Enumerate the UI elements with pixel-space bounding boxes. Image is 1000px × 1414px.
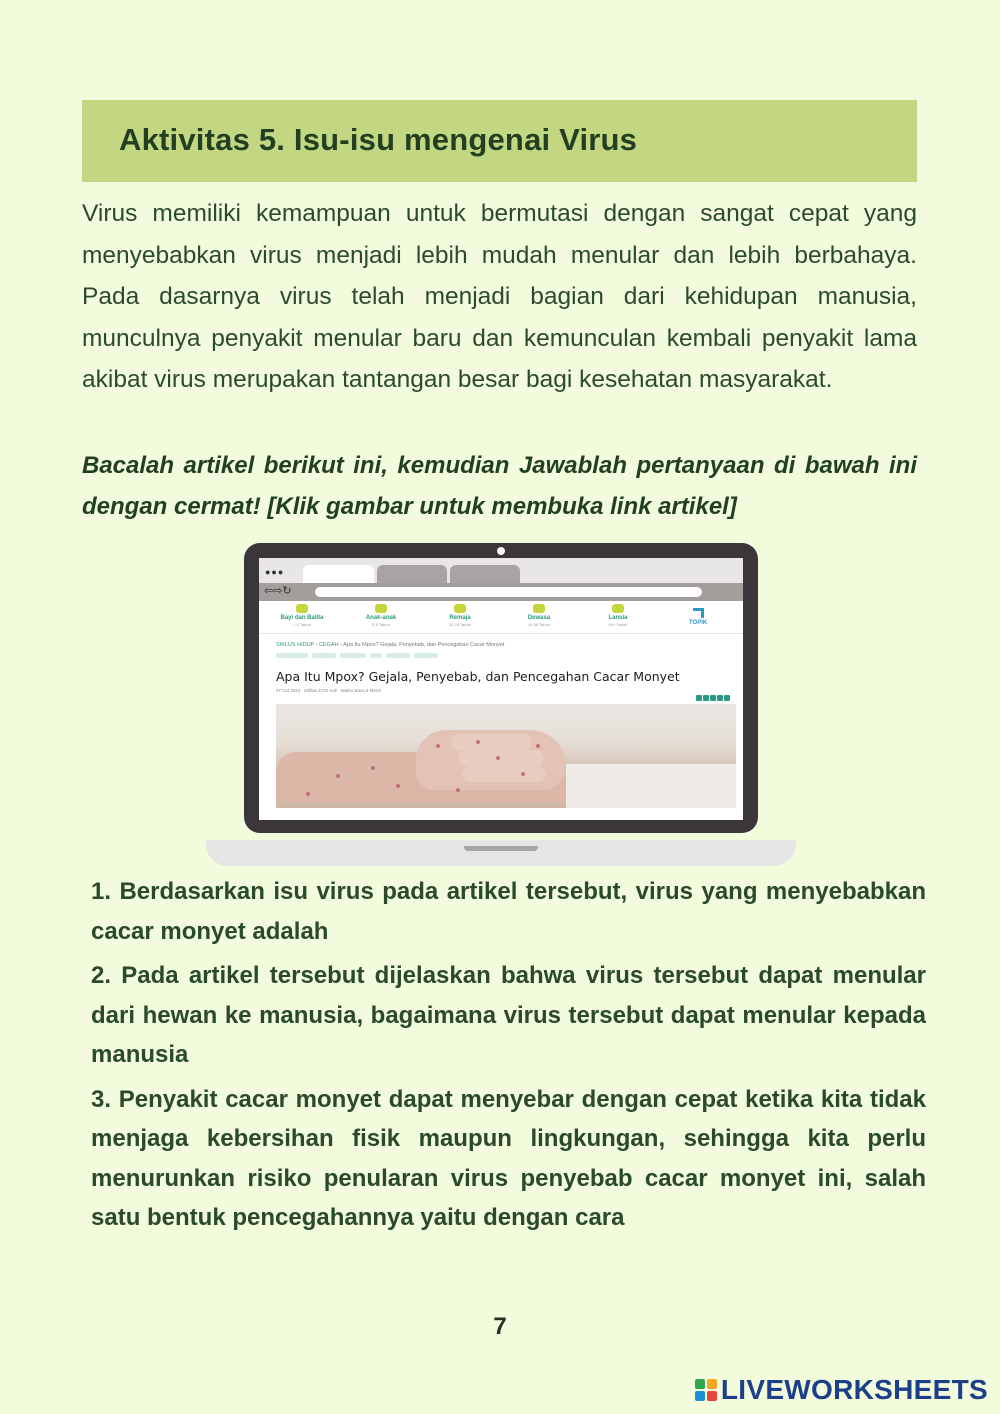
share-icon xyxy=(710,695,716,701)
questions-list xyxy=(91,872,926,1243)
question-1: 1. Berdasarkan isu virus pada artikel tersebut, virus yang menyebabkan cacar monyet adalah xyxy=(91,878,926,945)
intro-paragraph: Virus memiliki kemampuan untuk bermutasi dengan sangat cepat yang menyebabkan virus menjadi lebih mudah menular dan lebih berbahaya. Pada dasarnya virus telah menjadi bagian dari kehidupan manusia, munculnya penyakit menular baru dan kemunculan kembali penyakit lama akibat virus merupakan tantangan besar bagi kesehatan masyarakat. xyxy=(82,200,917,393)
address-bar xyxy=(315,587,702,597)
share-icons xyxy=(696,688,731,694)
rash-spot xyxy=(476,740,480,744)
liveworksheets-logo-icon xyxy=(695,1379,717,1401)
brand-wordmark: LIVEWORKSHEETS xyxy=(720,1374,988,1405)
browser-tabbar xyxy=(259,558,743,583)
tag-chip xyxy=(312,653,336,658)
tag-chip xyxy=(340,653,366,658)
face-icon xyxy=(375,604,387,613)
tag-chip xyxy=(414,653,438,658)
share-icon xyxy=(717,695,723,701)
nav-item-lansia: Lansia 60+ Tahun xyxy=(583,604,653,627)
article-headline: Apa Itu Mpox? Gejala, Penyebab, dan Pencegahan Cacar Monyet xyxy=(276,669,680,684)
rash-spot xyxy=(396,784,400,788)
nav-item-bayi: Bayi dan Balita < 5 Tahun xyxy=(267,604,337,627)
title-band xyxy=(82,100,917,182)
page-number: 7 xyxy=(493,1313,507,1340)
webcam-icon xyxy=(497,547,505,555)
window-dots-icon: ●●● xyxy=(265,567,285,577)
tag-chip xyxy=(386,653,410,658)
question-2: 2. Pada artikel tersebut dijelaskan bahwa virus tersebut dapat menular dari hewan ke manusia, bagaimana virus tersebut dapat menular kepada manusia xyxy=(91,962,926,1068)
rash-spot xyxy=(536,744,540,748)
question-3: 3. Penyakit cacar monyet dapat menyebar dengan cepat ketika kita tidak menjaga kebersihan fisik maupun lingkungan, sehingga kita perlu menurunkan risiko penularan virus penyebab cacar monyet ini, salah satu bentuk pencegahannya yaitu dengan cara xyxy=(91,1085,926,1231)
browser-tab xyxy=(377,565,447,583)
browser-nav-icon: ⇦⇨↻ xyxy=(264,584,292,597)
face-icon xyxy=(533,604,545,613)
site-nav xyxy=(259,601,743,634)
finger-shape xyxy=(451,734,531,750)
sleeve-shape xyxy=(566,764,736,808)
face-icon xyxy=(454,604,466,613)
face-icon xyxy=(612,604,624,613)
rash-spot xyxy=(336,774,340,778)
article-link-image[interactable] xyxy=(259,558,743,820)
rash-spot xyxy=(521,772,525,776)
browser-toolbar xyxy=(259,583,743,601)
nav-item-dewasa: Dewasa 19-59 Tahun xyxy=(504,604,574,627)
share-icon xyxy=(724,695,730,701)
rash-spot xyxy=(456,788,460,792)
finger-shape xyxy=(458,750,544,766)
page-title: Aktivitas 5. Isu-isu mengenai Virus xyxy=(119,122,638,157)
share-icon xyxy=(703,695,709,701)
rash-spot xyxy=(496,756,500,760)
article-photo-rash-hands xyxy=(276,704,736,808)
topic-icon xyxy=(693,608,704,618)
rash-spot xyxy=(436,744,440,748)
article-meta: 07 Oct 2024 Dilihat 2476 Kali Waktu Baca 5 Menit xyxy=(276,688,381,693)
nav-item-topik: TOPIK xyxy=(689,608,707,626)
laptop-screen-frame xyxy=(244,543,758,833)
rash-spot xyxy=(371,766,375,770)
face-icon xyxy=(296,604,308,613)
tag-chip xyxy=(276,653,308,658)
laptop-illustration xyxy=(206,543,796,868)
rash-spot xyxy=(306,792,310,796)
browser-tab xyxy=(450,565,520,583)
nav-item-remaja: Remaja 10-18 Tahun xyxy=(425,604,495,627)
browser-tab-active xyxy=(303,565,374,583)
instruction-text: Bacalah artikel berikut ini, kemudian Jawablah pertanyaan di bawah ini dengan cermat! [Klik gambar untuk membuka link artikel] xyxy=(82,452,917,520)
tag-chip xyxy=(370,653,382,658)
share-icon xyxy=(696,695,702,701)
laptop-base xyxy=(206,840,796,866)
breadcrumb: SIKLUS HIDUP › CEGAH › Apa Itu Mpox? Gejala, Penyebab, dan Pencegahan Cacar Monyet xyxy=(276,642,505,648)
finger-shape xyxy=(462,766,546,782)
nav-item-anak: Anak-anak 5-9 Tahun xyxy=(346,604,416,627)
liveworksheets-brand xyxy=(695,1374,988,1406)
laptop-notch xyxy=(464,846,538,851)
